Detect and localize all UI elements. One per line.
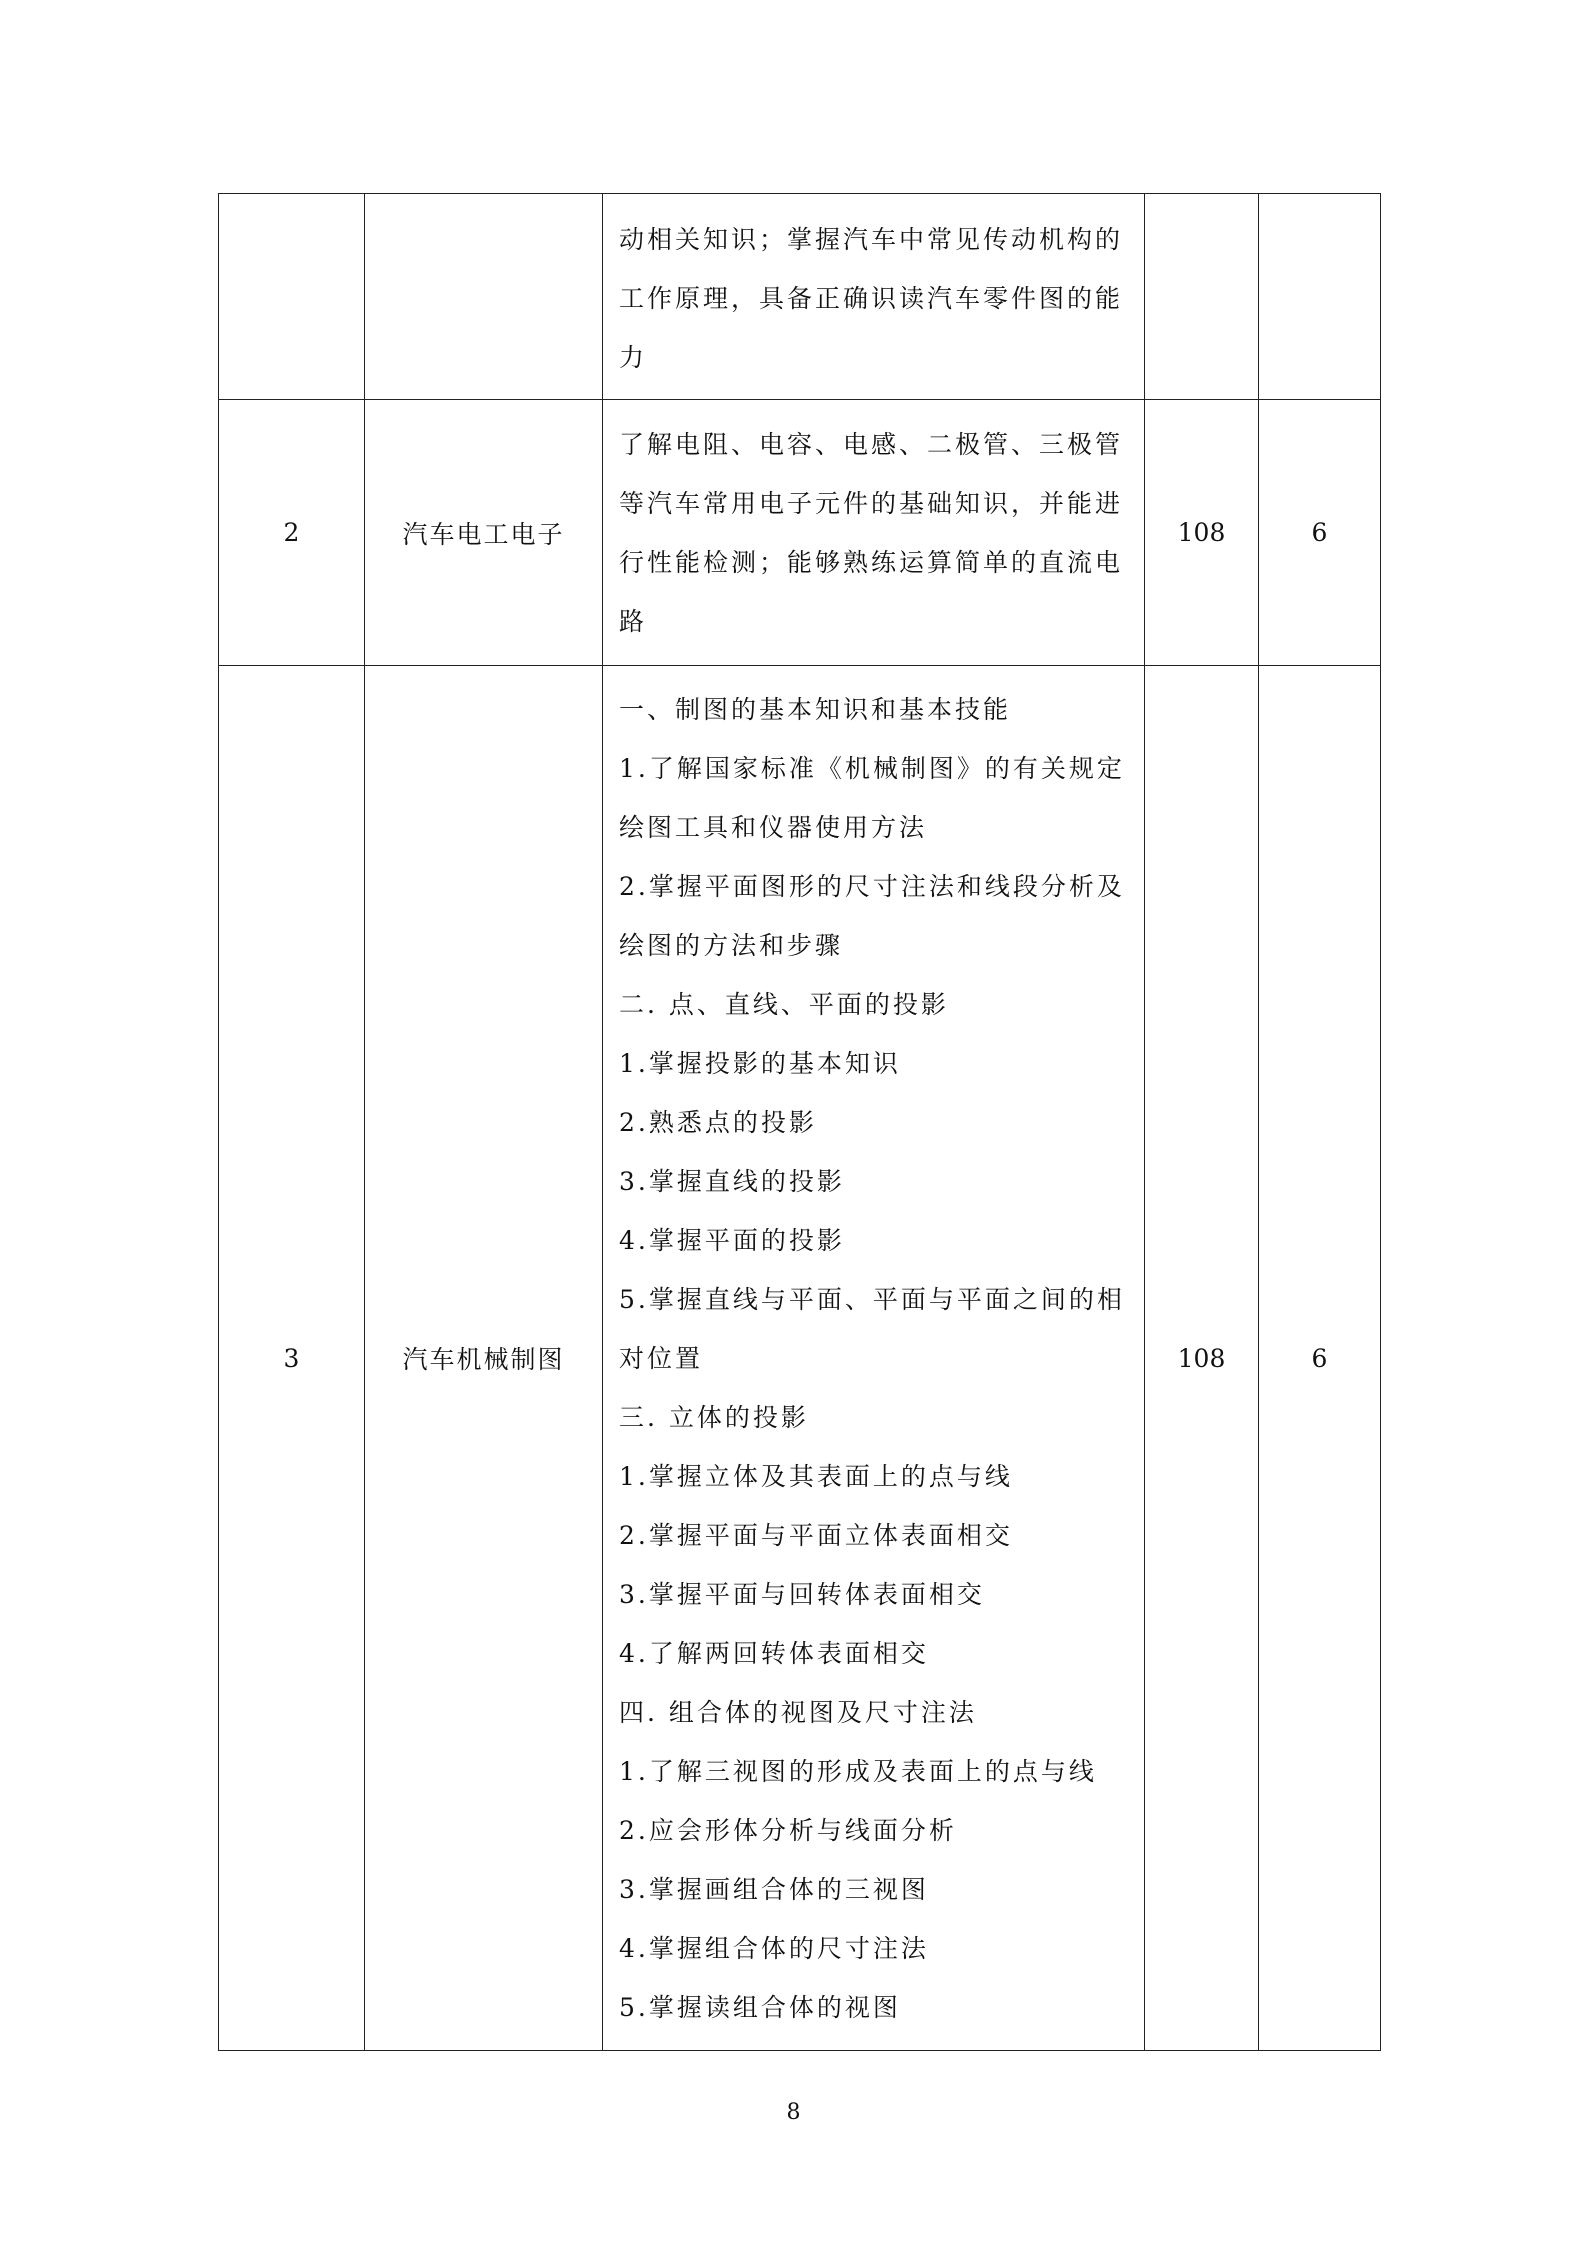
course-hours-cell: 108 <box>1145 666 1259 2051</box>
content-line: 2.应会形体分析与线面分析 <box>619 1815 957 1845</box>
course-content-cell <box>603 666 1145 2051</box>
content-line: 绘图的方法和步骤 <box>619 930 844 960</box>
table-row <box>219 400 1381 666</box>
content-line: 了解电阻、电容、电感、二极管、三极管 <box>619 429 1124 459</box>
course-number-cell <box>219 194 365 400</box>
content-line: 4.了解两回转体表面相交 <box>619 1638 929 1668</box>
content-line: 二. 点、直线、平面的投影 <box>619 989 949 1019</box>
content-line: 行性能检测；能够熟练运算简单的直流电 <box>619 547 1124 577</box>
table-row <box>219 194 1381 400</box>
content-line: 力 <box>619 343 648 372</box>
course-table <box>218 193 1381 2051</box>
course-hours-cell: 108 <box>1145 400 1259 666</box>
course-content-cell <box>603 400 1145 666</box>
content-lines <box>603 670 1144 2047</box>
content-line: 1.了解国家标准《机械制图》的有关规定 <box>619 753 1125 783</box>
content-line: 3.掌握画组合体的三视图 <box>619 1874 929 1904</box>
page-number: 8 <box>786 2100 801 2125</box>
content-line: 绘图工具和仪器使用方法 <box>619 812 928 842</box>
content-line: 1.了解三视图的形成及表面上的点与线 <box>619 1756 1097 1786</box>
content-line: 3.掌握平面与回转体表面相交 <box>619 1579 985 1609</box>
table-row <box>219 666 1381 2051</box>
course-number-cell: 2 <box>219 400 365 666</box>
content-line: 2.熟悉点的投影 <box>619 1107 817 1137</box>
content-lines <box>603 405 1144 661</box>
content-line: 5.掌握直线与平面、平面与平面之间的相 <box>619 1284 1125 1314</box>
content-line: 4.掌握组合体的尺寸注法 <box>619 1933 929 1963</box>
content-line: 四. 组合体的视图及尺寸注法 <box>619 1697 977 1727</box>
course-name-cell <box>365 194 603 400</box>
content-line: 等汽车常用电子元件的基础知识，并能进 <box>619 488 1124 518</box>
course-name-cell: 汽车机械制图 <box>365 666 603 2051</box>
content-line: 1.掌握立体及其表面上的点与线 <box>619 1461 1013 1491</box>
course-credits-cell: 6 <box>1259 666 1381 2051</box>
content-line: 对位置 <box>619 1343 704 1373</box>
content-line: 1.掌握投影的基本知识 <box>619 1048 901 1078</box>
course-name-cell: 汽车电工电子 <box>365 400 603 666</box>
content-line: 5.掌握读组合体的视图 <box>619 1992 901 2022</box>
course-credits-cell: 6 <box>1259 400 1381 666</box>
course-content-cell <box>603 194 1145 400</box>
content-line: 工作原理，具备正确识读汽车零件图的能 <box>619 284 1124 313</box>
content-line: 4.掌握平面的投影 <box>619 1225 845 1255</box>
content-line: 一、制图的基本知识和基本技能 <box>619 694 1012 724</box>
course-hours-cell <box>1145 194 1259 400</box>
content-lines <box>603 196 1144 397</box>
content-line: 2.掌握平面与平面立体表面相交 <box>619 1520 1013 1550</box>
course-number-cell: 3 <box>219 666 365 2051</box>
content-line: 3.掌握直线的投影 <box>619 1166 845 1196</box>
content-line: 三. 立体的投影 <box>619 1402 809 1432</box>
course-credits-cell <box>1259 194 1381 400</box>
content-line: 路 <box>619 606 648 636</box>
content-line: 2.掌握平面图形的尺寸注法和线段分析及 <box>619 871 1125 901</box>
content-line: 动相关知识；掌握汽车中常见传动机构的 <box>619 225 1124 254</box>
